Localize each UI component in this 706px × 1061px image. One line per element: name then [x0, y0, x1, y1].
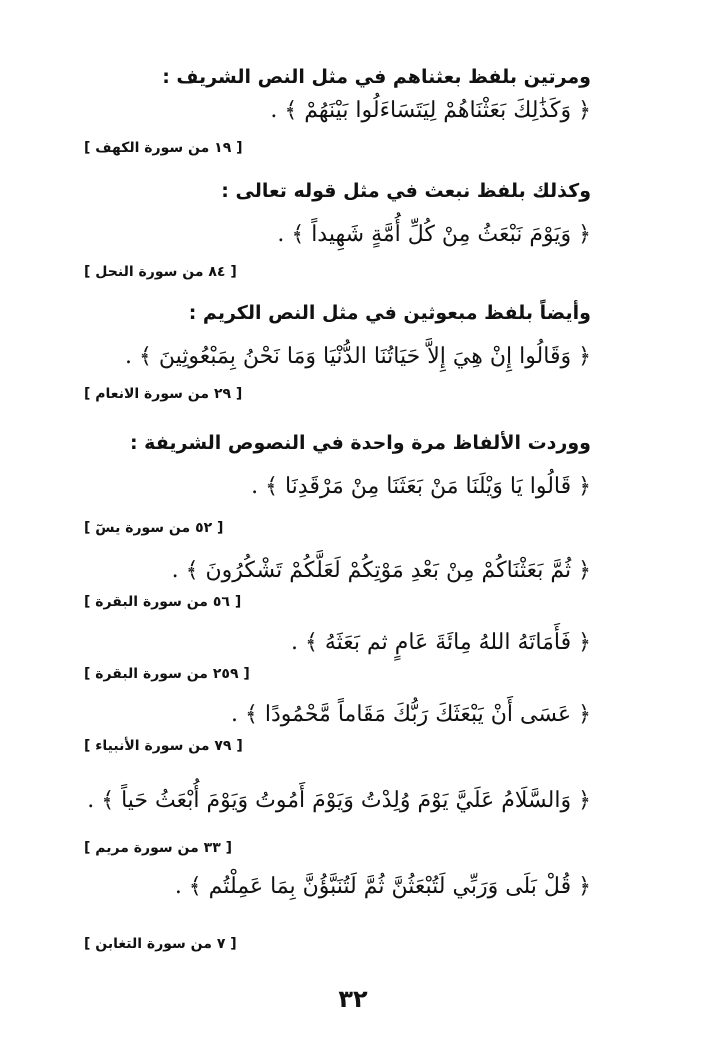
- page-number: ٣٢: [338, 985, 368, 1013]
- quran-verse: ﴿ ثُمَّ بَعَثْنَاكُمْ مِنْ بَعْدِ مَوْتِكُمْ لَعَلَّكُمْ تَشْكُرُونَ ﴾ .: [171, 558, 591, 583]
- quran-verse: ﴿ قُلْ بَلَى وَرَبِّي لَتُبْعَثُنَّ ثُمَّ لَتُنَبَّؤُنَّ بِمَا عَمِلْتُم ﴾ .: [174, 874, 591, 899]
- quran-verse: ﴿ وَيَوْمَ نَبْعَثُ مِنْ كُلِّ أُمَّةٍ شَهِيداً ﴾ .: [277, 222, 591, 247]
- intro-text: وأيضاً بلفظ مبعوثين في مثل النص الكريم :: [188, 302, 591, 324]
- verse-reference: [ ٣٣ من سورة مريم ]: [84, 840, 233, 856]
- verse-reference: [ ٢٥٩ من سورة البقرة ]: [84, 666, 250, 682]
- verse-reference: [ ١٩ من سورة الكهف ]: [84, 140, 243, 156]
- quran-verse: ﴿ وَالسَّلَامُ عَلَيَّ يَوْمَ وُلِدْتُ وَيَوْمَ أَمُوتُ وَيَوْمَ أُبْعَثُ حَياً ﴾ .: [87, 788, 591, 813]
- intro-text: ومرتين بلفظ بعثناهم في مثل النص الشريف :: [162, 66, 591, 88]
- verse-reference: [ ٧٩ من سورة الأنبياء ]: [84, 738, 243, 754]
- quran-verse: ﴿ وَقَالُوا إِنْ هِيَ إِلاَّ حَيَاتُنَا الدُّنْيَا وَمَا نَحْنُ بِمَبْعُوثِينَ ﴾ .: [125, 344, 591, 369]
- verse-reference: [ ٧ من سورة التغابن ]: [84, 936, 237, 952]
- intro-text: وكذلك بلفظ نبعث في مثل قوله تعالى :: [221, 180, 591, 202]
- quran-verse: ﴿ فَأَمَاتَهُ اللهُ مِائَةَ عَامٍ ثم بَعَثَهُ ﴾ .: [290, 630, 591, 655]
- quran-verse: ﴿ وَكَذَٰلِكَ بَعَثْنَاهُمْ لِيَتَسَاءَلُوا بَيْنَهُمْ ﴾ .: [270, 98, 591, 123]
- quran-verse: ﴿ قَالُوا يَا وَيْلَنَا مَنْ بَعَثَنَا مِنْ مَرْقَدِنَا ﴾ .: [251, 474, 591, 499]
- quran-verse: ﴿ عَسَى أَنْ يَبْعَثَكَ رَبُّكَ مَقَاماً مَّحْمُودًا ﴾ .: [230, 702, 591, 727]
- verse-reference: [ ٥٦ من سورة البقرة ]: [84, 594, 242, 610]
- verse-reference: [ ٨٤ من سورة النحل ]: [84, 264, 237, 280]
- intro-text: ووردت الألفاظ مرة واحدة في النصوص الشريفة :: [129, 432, 591, 454]
- verse-reference: [ ٥٢ من سورة يسٓ ]: [84, 520, 224, 536]
- verse-reference: [ ٢٩ من سورة الانعام ]: [84, 386, 243, 402]
